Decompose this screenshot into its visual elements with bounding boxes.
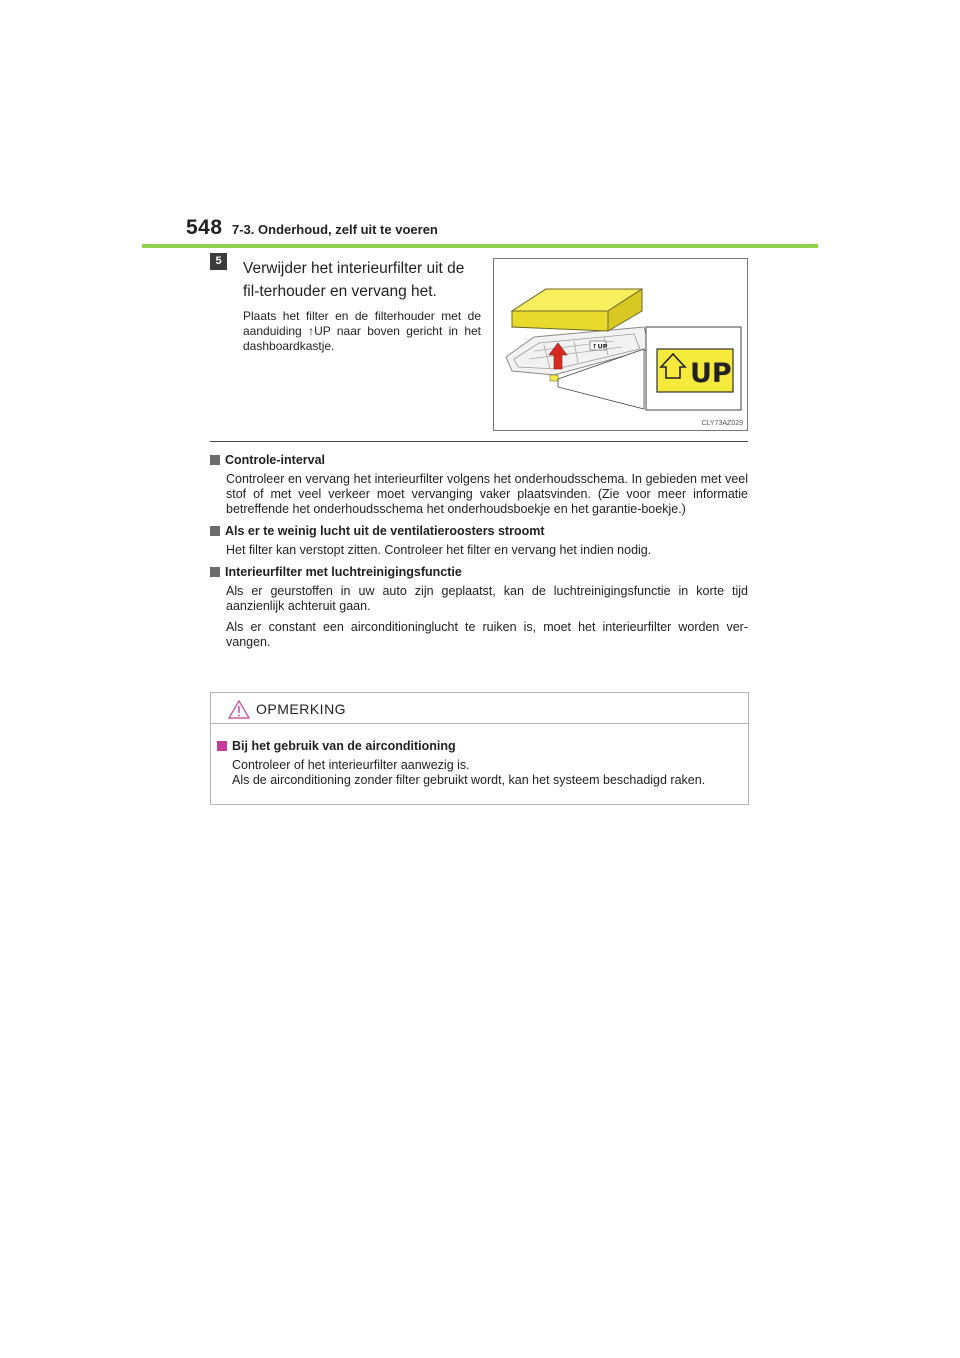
- notice-line: Controleer of het interieurfilter aanwezig is.: [232, 758, 470, 772]
- notice-title: OPMERKING: [256, 701, 347, 717]
- square-bullet-icon: [210, 526, 220, 536]
- square-bullet-icon: [210, 567, 220, 577]
- info-item-check-interval: [210, 452, 748, 517]
- item-paragraph: Als er geurstoffen in uw auto zijn geplaatst, kan de luchtreinigingsfunctie in korte tijd aanzienlijk achteruit gaan.: [226, 584, 748, 613]
- section-divider: [210, 441, 748, 442]
- info-list: [210, 452, 748, 656]
- item-paragraph: Controleer en vervang het interieurfilter volgens het onderhoudsschema. In gebieden met veel stof of met veel verkeer moet vervanging vaker plaatsvinden. (Zie voor meer informatie betreffende het onderhoudsschema het onderhoudsboekje en het garantie-boekje.): [226, 472, 748, 516]
- warning-triangle-icon: [228, 700, 250, 719]
- section-title: 7-3. Onderhoud, zelf uit te voeren: [232, 222, 438, 237]
- item-paragraph: Het filter kan verstopt zitten. Controleer het filter en vervang het indien nodig.: [226, 543, 652, 557]
- info-item-low-airflow: [210, 523, 748, 558]
- page-number: 548: [186, 216, 223, 239]
- figure-code: CLY73AZ029: [701, 420, 743, 427]
- small-up-label: ↑UP: [592, 342, 608, 351]
- square-bullet-icon: [217, 741, 227, 751]
- item-title: Controle-interval: [225, 453, 326, 467]
- notice-box: [210, 692, 749, 805]
- notice-line: Als de airconditioning zonder filter gebruikt wordt, kan het systeem beschadigd raken.: [232, 773, 706, 787]
- item-paragraph: Als er constant een airconditioninglucht te ruiken is, moet het interieurfilter worden ver-vangen.: [226, 620, 748, 649]
- filter-drawing: [494, 259, 747, 430]
- step-note: Plaats het filter en de filterhouder met de aanduiding ↑UP naar boven gericht in het dashboardkastje.: [243, 309, 481, 353]
- big-up-label: UP: [690, 358, 732, 389]
- filter-illustration: [493, 258, 748, 431]
- item-title: Interieurfilter met luchtreinigingsfunctie: [225, 565, 462, 579]
- step-number-badge: 5: [210, 253, 227, 270]
- square-bullet-icon: [210, 455, 220, 465]
- item-title: Als er te weinig lucht uit de ventilatieroosters stroomt: [225, 524, 545, 538]
- header-rule: [142, 244, 818, 248]
- notice-item-title: Bij het gebruik van de airconditioning: [232, 739, 456, 753]
- notice-header: [211, 693, 748, 724]
- info-item-air-purifying-filter: [210, 564, 748, 650]
- step-instruction: Verwijder het interieurfilter uit de fil-terhouder en vervang het.: [243, 260, 465, 300]
